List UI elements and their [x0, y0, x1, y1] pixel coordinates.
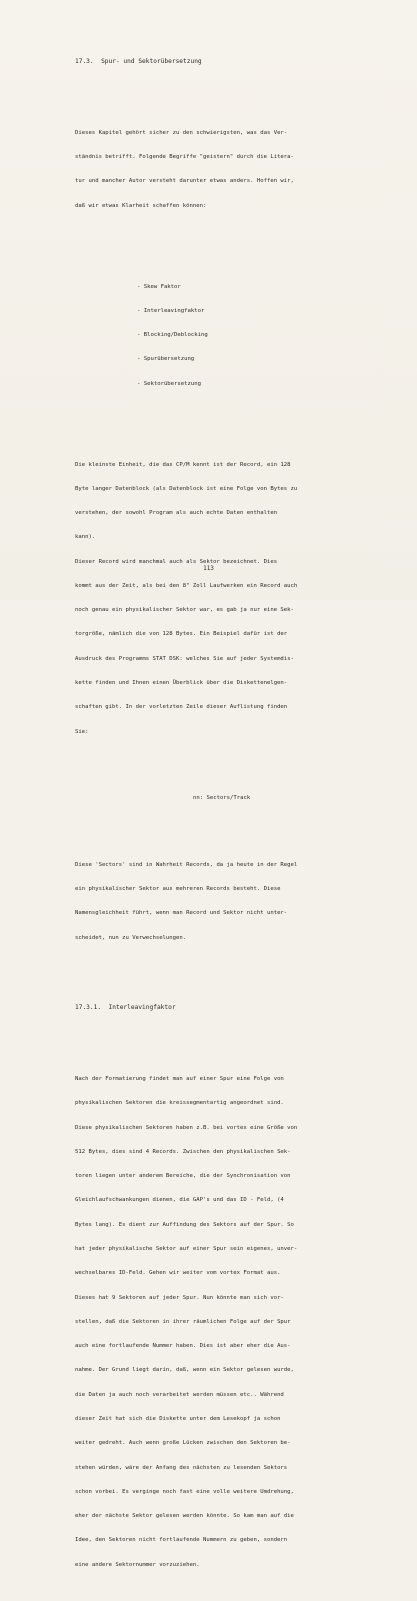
text-line: Die kleinste Einheit, die das CP/M kennt ist der Record, ein 128	[75, 461, 291, 468]
text-line: Gleichlaufschwankungen dienen, die GAP's und das ID - Feld, (4	[75, 1197, 284, 1204]
text-line: stellen, daß die Sektoren in ihrer räumlichen Folge auf der Spur	[75, 1318, 291, 1325]
text-line: kann).	[75, 534, 96, 541]
formula-sectors-track: nn: Sectors/Track	[193, 795, 251, 802]
text-line: torgröße, nämlich die von 128 Bytes. Ein Beispiel dafür ist der	[75, 631, 288, 638]
section-heading-17-3-1: 17.3.1. Interleavingfaktor	[75, 1004, 176, 1012]
text-line: 512 Bytes, dies sind 4 Records. Zwischen den physikalischen Sek-	[75, 1148, 291, 1155]
text-line: verstehen, der sowohl Program als auch echte Daten enthalten	[75, 510, 278, 517]
text-line: noch genau ein physikalischer Sektor war, es gab ja nur eine Sek-	[75, 607, 294, 614]
section-heading-17-3: 17.3. Spur- und Sektorübersetzung	[75, 58, 202, 66]
list-item: - Interleavingfaktor	[137, 307, 205, 314]
text-line: tur und mancher Autor versteht darunter etwas anders. Hoffen wir,	[75, 178, 294, 185]
text-line: scheidet, nun zu Verwechselungen.	[75, 934, 187, 941]
list-item: - Sektorübersetzung	[137, 380, 201, 387]
text-line: eher der nächste Sektor gelesen werden könnte. So kam man auf die	[75, 1513, 294, 1520]
text-line: nahme. Der Grund liegt darin, daß, wenn ein Sektor gelesen wurde,	[75, 1367, 294, 1374]
text-line: Bytes lang). Es dient zur Auffindung des Sektors auf der Spur. So	[75, 1221, 294, 1228]
text-line: die Daten ja auch noch verarbeitet werden müssen etc.. Während	[75, 1391, 284, 1398]
list-item: - Skew Faktor	[137, 283, 181, 290]
text-line: Diese physikalischen Sektoren haben z.B. bei vortex eine Größe von	[75, 1124, 298, 1131]
text-line: Byte langer Datenblock (als Datenblock ist eine Folge von Bytes zu	[75, 485, 298, 492]
list-item: - Blocking/Deblocking	[137, 332, 208, 339]
text-line: dieser Zeit hat sich die Diskette unter dem Lesekopf ja schon	[75, 1416, 281, 1422]
term-list	[137, 266, 375, 404]
text-line: wechselbares ID-Feld. Gehen wir weiter vom vortex Format aus.	[75, 1270, 281, 1277]
text-line: Ausdruck des Programms STAT DSK: welches Sie auf jeder Systemdis-	[75, 655, 294, 662]
text-line: hat jeder physikalische Sektor auf einer Spur sein eigenes, unver-	[75, 1246, 298, 1253]
text-line: physikalischen Sektoren die kreissegmentartig angeordnet sind.	[75, 1100, 284, 1107]
paragraph-intro	[75, 113, 375, 226]
text-line: toren liegen unter anderem Bereiche, die der Synchronisation von	[75, 1173, 291, 1180]
page-content	[75, 42, 375, 1601]
text-line: Diese 'Sectors' sind in Wahrheit Records, da ja heute in der Regel	[75, 861, 298, 868]
text-line: Nach der Formatierung findet man auf einer Spur eine Folge von	[75, 1076, 284, 1083]
text-line: Idee, den Sektoren nicht fortlaufende Nummern zu geben, sondern	[75, 1537, 288, 1544]
list-item: - Spurübersetzung	[137, 356, 195, 363]
text-line: ständnis betrifft. Folgende Begriffe "geistern" durch die Litera-	[75, 154, 294, 161]
page-number: 113	[203, 565, 214, 572]
text-line: kommt aus der Zeit, als bei den 8" Zoll Laufwerken ein Record auch	[75, 582, 298, 589]
text-line: schaften gibt. In der vorletzten Zeile dieser Auflistung finden	[75, 704, 288, 711]
text-line: schon vorbei. Es verginge noch fast eine volle weitere Umdrehung,	[75, 1488, 294, 1495]
text-line: Sie:	[75, 728, 89, 735]
text-line: weiter gedreht. Auch wenn große Lücken zwischen den Sektoren be-	[75, 1440, 291, 1447]
text-line: auch eine fortlaufende Nummer haben. Dies ist aber eher die Aus-	[75, 1343, 291, 1350]
text-line: Dieses Kapitel gehört sicher zu den schwierigsten, was das Ver-	[75, 129, 288, 136]
paragraph-record	[75, 444, 375, 752]
text-line: Dieser Record wird manchmal auch als Sektor bezeichnet. Dies	[75, 558, 278, 565]
text-line: daß wir etwas Klarheit schaffen können:	[75, 202, 207, 209]
text-line: Dieses hat 9 Sektoren auf jeder Spur. Nun könnte man sich vor-	[75, 1294, 284, 1301]
text-line: Namensgleichheit führt, wenn man Record und Sektor nicht unter-	[75, 910, 288, 917]
paragraph-sectors	[75, 845, 375, 958]
paragraph-interleaving	[75, 1059, 375, 1585]
text-line: eine andere Sektornummer vorzuziehen.	[75, 1561, 200, 1568]
text-line: stehen würden, wäre der Anfang des nächsten zu lesenden Sektors	[75, 1464, 288, 1471]
text-line: ein physikalischer Sektor aus mehreren Records besteht. Diese	[75, 886, 281, 893]
text-line: kette finden und Ihnen einen Überblick über die Diskettenelgen-	[75, 680, 288, 687]
